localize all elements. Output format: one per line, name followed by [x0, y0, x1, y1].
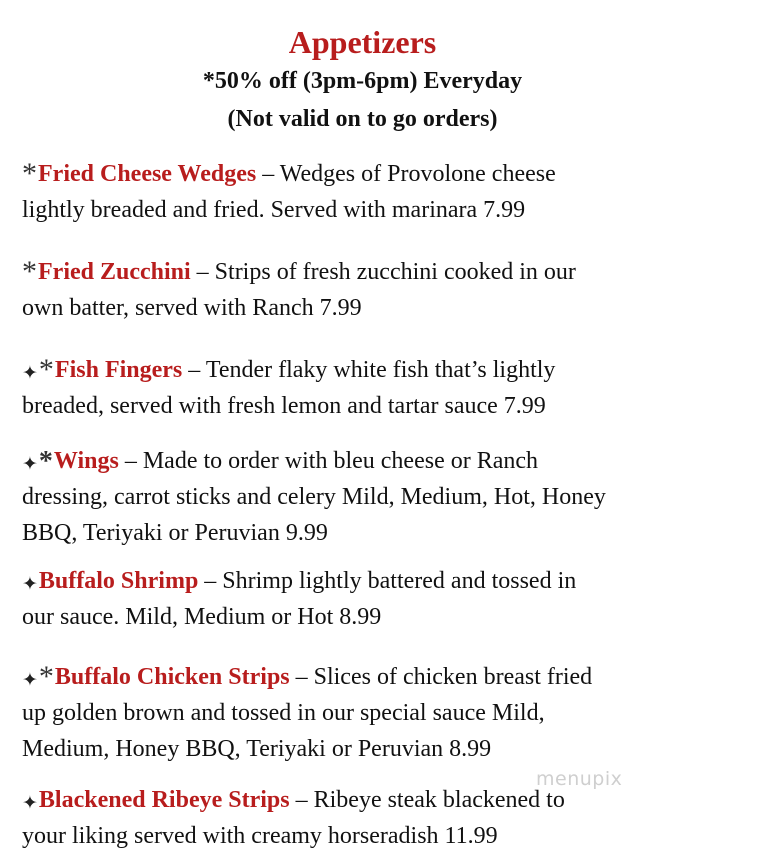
menu-item-line: your liking served with creamy horseradish 11.99 [22, 823, 498, 849]
watermark: menupix [536, 768, 623, 790]
menu-item-line [22, 782, 762, 818]
dagger-icon: ✦ [22, 363, 38, 384]
asterisk-icon: * [38, 353, 54, 386]
menu-item-line [22, 443, 762, 479]
menu-item [22, 254, 762, 326]
dagger-icon: ✦ [22, 454, 38, 475]
menu-item-name: Fried Cheese Wedges [38, 161, 257, 187]
menu-item-name: Fried Zucchini [38, 259, 191, 285]
discount-note: (Not valid on to go orders) [227, 106, 498, 132]
menu-item-description: – Strips of fresh zucchini cooked in our [190, 259, 576, 285]
asterisk-icon: * [22, 157, 37, 190]
menu-item-line: breaded, served with fresh lemon and tartar sauce 7.99 [22, 393, 546, 419]
menu-item [22, 443, 762, 551]
menu-item [22, 782, 762, 854]
menu-item-line: up golden brown and tossed in our special sauce Mild, [22, 700, 545, 726]
menu-item-line [22, 156, 762, 192]
menu-item-description: – Shrimp lightly battered and tossed in [198, 568, 577, 594]
discount-line: *50% off (3pm-6pm) Everyday [202, 68, 523, 94]
menu-item-name: Buffalo Chicken Strips [54, 664, 290, 690]
menu-item-line [22, 254, 762, 290]
dagger-icon: ✦ [22, 793, 38, 814]
menu-item-line: own batter, served with Ranch 7.99 [22, 295, 362, 321]
menu-item [22, 563, 762, 635]
asterisk-icon: * [38, 446, 53, 477]
menu-item [22, 156, 762, 228]
menu-item-name: Wings [53, 448, 119, 474]
menu-item-description: – Slices of chicken breast fried [289, 664, 593, 690]
dagger-icon: ✦ [22, 574, 38, 595]
menu-item-description: – Made to order with bleu cheese or Ranch [118, 448, 539, 474]
section-title: Appetizers [288, 24, 437, 60]
menu-item-name: Blackened Ribeye Strips [38, 787, 290, 813]
menu-item-name: Buffalo Shrimp [38, 568, 199, 594]
menu-item-line: dressing, carrot sticks and celery Mild, Medium, Hot, Honey [22, 484, 606, 510]
menu-item-line [22, 659, 762, 695]
asterisk-icon: * [38, 660, 54, 693]
menu-item-description: – Ribeye steak blackened to [289, 787, 565, 813]
asterisk-icon: * [22, 255, 37, 288]
menu-item-name: Fish Fingers [54, 357, 183, 383]
menu-item-description: – Tender flaky white fish that’s lightly [182, 357, 556, 383]
menu-item-line [22, 352, 762, 388]
menu-item-line: lightly breaded and fried. Served with marinara 7.99 [22, 197, 526, 223]
menu-item-line: BBQ, Teriyaki or Peruvian 9.99 [22, 520, 328, 546]
menu-item [22, 352, 762, 424]
dagger-icon: ✦ [22, 670, 38, 691]
menu-item [22, 659, 762, 767]
menu-item-line [22, 563, 762, 599]
menu-item-line: our sauce. Mild, Medium or Hot 8.99 [22, 604, 382, 630]
menu-item-description: – Wedges of Provolone cheese [256, 161, 556, 187]
menu-item-line: Medium, Honey BBQ, Teriyaki or Peruvian 8.99 [22, 736, 492, 762]
